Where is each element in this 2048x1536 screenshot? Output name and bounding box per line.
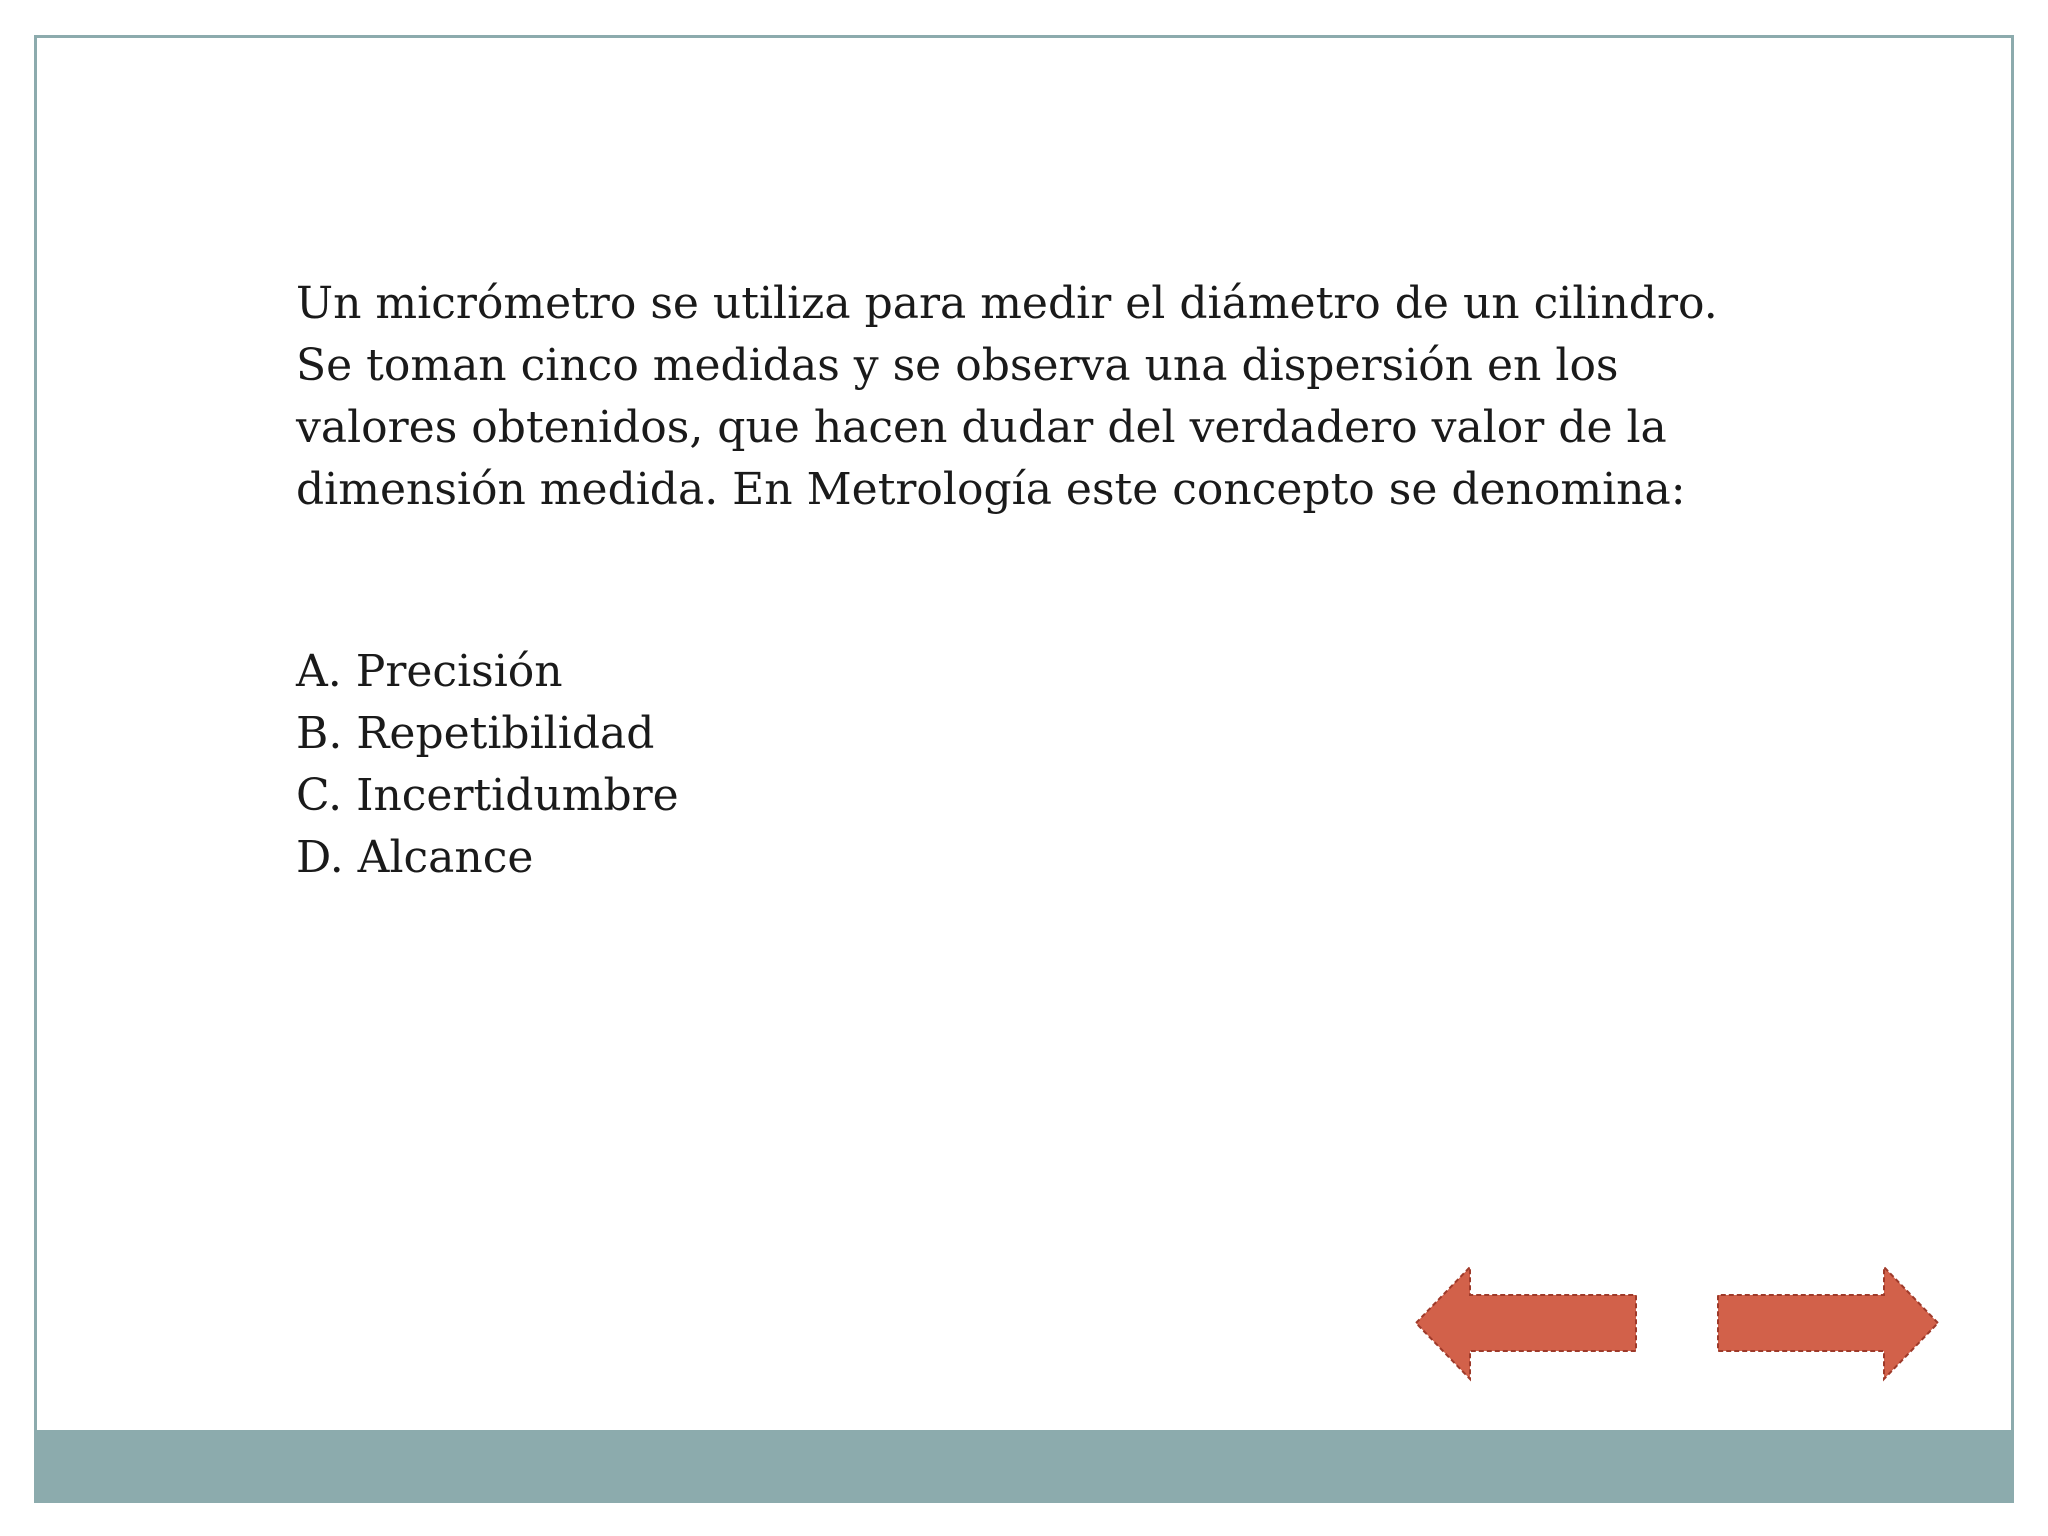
question-line: dimensión medida. En Metrología este concepto se denomina: [296, 464, 1686, 515]
question-text [296, 273, 1856, 521]
option-d[interactable]: D. Alcance [296, 832, 534, 883]
left-arrow-icon [1412, 1263, 1642, 1383]
option-c[interactable]: C. Incertidumbre [296, 770, 679, 821]
answer-options [296, 641, 679, 889]
right-arrow-icon [1712, 1263, 1942, 1383]
option-b[interactable]: B. Repetibilidad [296, 708, 655, 759]
previous-button[interactable] [1412, 1263, 1642, 1388]
question-line: Un micrómetro se utiliza para medir el diámetro de un cilindro. [296, 278, 1718, 329]
question-line: Se toman cinco medidas y se observa una dispersión en los [296, 340, 1619, 391]
next-button[interactable] [1712, 1263, 1942, 1388]
question-line: valores obtenidos, que hacen dudar del verdadero valor de la [296, 402, 1667, 453]
footer-bar [37, 1430, 2011, 1500]
slide-frame [34, 35, 2014, 1503]
option-a[interactable]: A. Precisión [296, 646, 563, 697]
